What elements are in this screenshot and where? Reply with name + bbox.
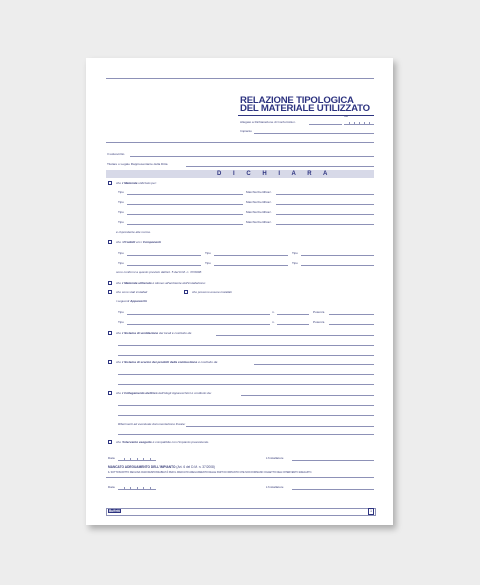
materiale-row-tipo-field[interactable] — [127, 224, 243, 225]
idoneo-checkbox[interactable] — [108, 281, 112, 285]
materiale-row-tipo-field[interactable] — [127, 204, 243, 205]
installatore-signature-field-2[interactable] — [292, 489, 374, 490]
apparecchi-label: i seguenti Apparecchi — [116, 299, 147, 303]
mancato-text: IL SOTTOSCRITTO DECLINA OGNI RESPONSABILITÀ PER IL MANCATO ADEGUAMENTO DELLE PARTI DI IMPIANTO CHE NON FORMANO OGGETTO DELL'INTERVENTO ESEGUITO. — [108, 471, 313, 474]
installatore-label: L'Installatore — [266, 456, 284, 460]
apparecchi-potenza-field[interactable] — [329, 324, 374, 325]
installati-label: che sono stati installati — [116, 290, 148, 294]
materiale-row-tipo: Tipo — [118, 200, 124, 204]
del-label: del — [344, 114, 349, 118]
materiale-row-marchio: Marchio/Certificaz. — [246, 190, 272, 194]
scarico-field[interactable] — [254, 364, 374, 365]
impianto-label: Impianto — [240, 129, 252, 133]
mancato-rule — [106, 477, 374, 478]
ventilazione-field[interactable] — [216, 335, 374, 336]
apparecchi-n-field[interactable] — [277, 324, 309, 325]
prodotti-tipo-field[interactable] — [127, 255, 201, 256]
page-number: 1 — [368, 508, 374, 515]
header-bottom-rule — [106, 142, 374, 143]
sottoscritto-label: Il sottoscritto — [107, 152, 125, 156]
materiale-checkbox[interactable] — [108, 181, 112, 185]
prodotti-tipo-label: Tipo — [205, 261, 211, 265]
ventilazione-field[interactable] — [118, 355, 374, 356]
prodotti-footer: sono conformi a quanto previsto dall'art. 5 del D.M. n. 37/2008. — [116, 270, 203, 274]
mancato-heading: MANCATO ADEGUAMENTO DELL'IMPIANTO (Art. 6 del D.M. n. 37/2008) — [108, 465, 215, 469]
prodotti-tipo-field[interactable] — [214, 265, 288, 266]
header-rule — [106, 78, 374, 79]
apparecchi-n-label: n. — [272, 310, 275, 314]
dichiara-heading: D I C H I A R A — [217, 171, 333, 177]
footer-bar — [106, 508, 376, 516]
impianto-field[interactable] — [254, 133, 374, 134]
materiale-row-marchio: Marchio/Certificaz. — [246, 200, 272, 204]
collegamento-label: che il Collegamento elettrico dell'/degli Apparecchio/i è costituito da: — [116, 391, 212, 395]
apparecchi-tipo-label: Tipo — [118, 310, 124, 314]
idoneo-label: che il Materiale utilizzato è idoneo all'ambiente dell'installazione: — [116, 281, 206, 285]
possono-installati-label: che possono essere installati — [192, 290, 232, 294]
brand-logo: Buffetti — [109, 509, 121, 513]
materiale-row-marchio-field[interactable] — [276, 214, 374, 215]
prodotti-tipo-field[interactable] — [301, 265, 374, 266]
collegamento-field[interactable] — [118, 405, 374, 406]
ventilazione-label: che il Sistema di ventilazione dei locali è costituito da: — [116, 331, 192, 335]
ventilazione-checkbox[interactable] — [108, 331, 112, 335]
del-date-field[interactable] — [344, 122, 374, 125]
riferimenti-label: Riferimenti ad eventuale documentazione fiscale: — [118, 422, 186, 426]
prodotti-tipo-label: Tipo — [292, 261, 298, 265]
prodotti-tipo-label: Tipo — [118, 251, 124, 255]
materiale-row-marchio-field[interactable] — [276, 204, 374, 205]
installatore-label-2: L'Installatore — [266, 485, 284, 489]
prodotti-tipo-label: Tipo — [205, 251, 211, 255]
scarico-checkbox[interactable] — [108, 360, 112, 364]
prodotti-tipo-field[interactable] — [127, 265, 201, 266]
apparecchi-potenza-label: Potenza — [313, 320, 325, 324]
collegamento-checkbox[interactable] — [108, 391, 112, 395]
document-title-line2: DEL MATERIALE UTILIZZATO — [240, 103, 370, 114]
materiale-footer: è rispondente alle norme. — [116, 230, 151, 234]
apparecchi-tipo-label: Tipo — [118, 320, 124, 324]
title-rule — [238, 115, 374, 116]
data-label-2: Data — [108, 485, 115, 489]
scarico-field[interactable] — [118, 384, 374, 385]
data-field-2[interactable] — [118, 487, 156, 490]
collegamento-field[interactable] — [241, 395, 374, 396]
materiale-row-tipo: Tipo — [118, 220, 124, 224]
apparecchi-tipo-field[interactable] — [127, 324, 270, 325]
prodotti-checkbox[interactable] — [108, 240, 112, 244]
apparecchi-n-label: n. — [272, 320, 275, 324]
materiale-row-marchio-field[interactable] — [276, 194, 374, 195]
apparecchi-n-field[interactable] — [277, 314, 309, 315]
prodotti-label: che i Prodotti e/o i Componenti — [116, 240, 161, 244]
materiale-row-tipo-field[interactable] — [127, 214, 243, 215]
ventilazione-field[interactable] — [118, 345, 374, 346]
prodotti-tipo-field[interactable] — [214, 255, 288, 256]
materiale-row-marchio-field[interactable] — [276, 224, 374, 225]
installatore-signature-field[interactable] — [292, 460, 374, 461]
data-label: Data — [108, 456, 115, 460]
riferimenti-field[interactable] — [186, 426, 374, 427]
intervento-label: che l'Intervento eseguito è compatibile con l'impianto preesistente. — [116, 440, 210, 444]
scarico-label: che il Sistema di scarico dei prodotti della combustione è costituito da: — [116, 360, 219, 364]
prodotti-tipo-label: Tipo — [292, 251, 298, 255]
collegamento-field[interactable] — [118, 415, 374, 416]
riferimenti-field[interactable] — [118, 434, 374, 435]
document-page — [86, 58, 393, 525]
document-title-line1: RELAZIONE TIPOLOGICA — [240, 95, 354, 106]
titolare-field[interactable] — [186, 166, 374, 167]
allegato-number-field[interactable] — [309, 124, 342, 125]
data-field[interactable] — [118, 458, 156, 461]
apparecchi-tipo-field[interactable] — [127, 314, 270, 315]
possono-installati-checkbox[interactable] — [184, 290, 188, 294]
materiale-row-marchio: Marchio/Certificaz. — [246, 220, 272, 224]
materiale-row-tipo: Tipo — [118, 190, 124, 194]
titolare-label: Titolare o Legale Rappresentante della Ditta — [107, 162, 168, 166]
prodotti-tipo-field[interactable] — [301, 255, 374, 256]
prodotti-tipo-label: Tipo — [118, 261, 124, 265]
installati-checkbox[interactable] — [108, 290, 112, 294]
materiale-row-tipo-field[interactable] — [127, 194, 243, 195]
materiale-row-tipo: Tipo — [118, 210, 124, 214]
intervento-checkbox[interactable] — [108, 440, 112, 444]
allegato-label: Allegato a Dichiarazione di Conformità n. — [240, 120, 297, 124]
sottoscritto-field[interactable] — [130, 156, 374, 157]
apparecchi-potenza-label: Potenza — [313, 310, 325, 314]
materiale-label: che il Materiale utilizzato per: — [116, 181, 157, 185]
apparecchi-potenza-field[interactable] — [329, 314, 374, 315]
materiale-row-marchio: Marchio/Certificaz. — [246, 210, 272, 214]
scarico-field[interactable] — [118, 374, 374, 375]
